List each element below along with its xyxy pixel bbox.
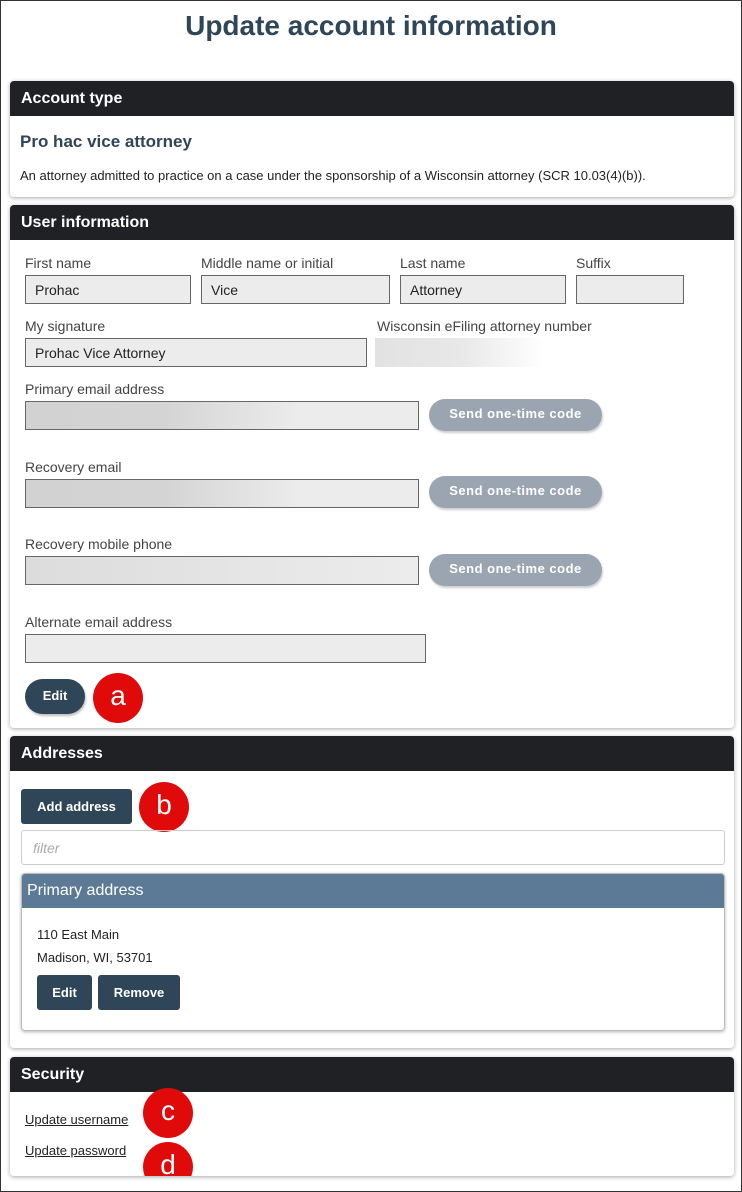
edit-address-button[interactable]: Edit [37, 975, 92, 1010]
account-type-description: An attorney admitted to practice on a case under the sponsorship of a Wisconsin attorney (SCR 10.03(4)(b)). [20, 168, 646, 183]
security-panel [10, 1057, 734, 1176]
annotation-marker-a: a [93, 673, 143, 723]
edit-user-info-button[interactable]: Edit [25, 679, 85, 714]
suffix-label: Suffix [576, 255, 611, 271]
primary-address-header: Primary address [22, 874, 724, 908]
account-type-name: Pro hac vice attorney [20, 132, 192, 151]
address-line-1: 110 East Main [37, 927, 120, 942]
add-address-button[interactable]: Add address [21, 789, 132, 824]
attorney-number-redacted [375, 338, 545, 367]
account-type-panel [10, 81, 734, 197]
panel-header: Addresses [10, 736, 734, 771]
page-title: Update account information [185, 10, 557, 41]
primary-address-card [21, 873, 725, 1031]
recovery-email-send-code-button[interactable]: Send one-time code [429, 476, 602, 508]
annotation-marker-c: c [143, 1088, 193, 1138]
first-name-label: First name [25, 255, 92, 271]
update-username-link[interactable]: Update username [25, 1112, 129, 1127]
remove-address-button[interactable]: Remove [98, 975, 180, 1010]
address-line-2: Madison, WI, 53701 [37, 950, 153, 965]
middle-name-input[interactable]: Vice [201, 275, 390, 304]
first-name-input[interactable]: Prohac [25, 275, 191, 304]
recovery-email-input[interactable] [25, 479, 419, 508]
middle-name-label: Middle name or initial [201, 255, 334, 271]
alternate-email-input[interactable] [25, 634, 426, 663]
panel-header: Security [10, 1057, 734, 1092]
primary-email-send-code-button[interactable]: Send one-time code [429, 399, 602, 431]
recovery-phone-label: Recovery mobile phone [25, 536, 173, 552]
panel-header: Account type [10, 81, 734, 116]
recovery-email-label: Recovery email [25, 459, 122, 475]
last-name-label: Last name [400, 255, 466, 271]
annotation-marker-d: d [143, 1142, 193, 1176]
panel-header: User information [10, 205, 734, 240]
annotation-marker-b: b [139, 782, 189, 832]
primary-email-input[interactable] [25, 401, 419, 430]
signature-input[interactable]: Prohac Vice Attorney [25, 338, 367, 367]
addresses-panel [10, 736, 734, 1048]
last-name-input[interactable]: Attorney [400, 275, 566, 304]
update-password-link[interactable]: Update password [25, 1143, 127, 1158]
recovery-phone-input[interactable] [25, 556, 419, 585]
user-information-panel [10, 205, 734, 728]
attorney-number-label: Wisconsin eFiling attorney number [377, 318, 592, 334]
primary-email-label: Primary email address [25, 381, 165, 397]
alternate-email-label: Alternate email address [25, 614, 173, 630]
recovery-phone-send-code-button[interactable]: Send one-time code [429, 554, 602, 586]
signature-label: My signature [25, 318, 106, 334]
suffix-input[interactable] [576, 275, 684, 304]
address-filter-input[interactable]: filter [21, 830, 725, 865]
